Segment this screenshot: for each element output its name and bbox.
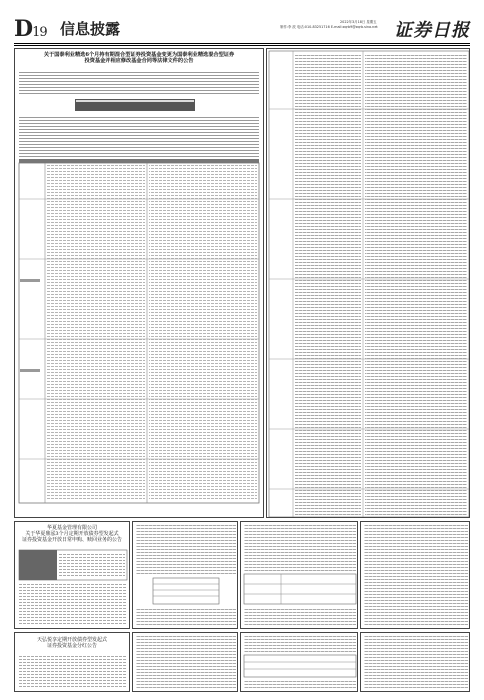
section-title: 信息披露 [60, 20, 121, 38]
notice-bottom-4 [360, 632, 470, 692]
notice-col-2-text [133, 522, 238, 629]
date-line: 2022年3月18日 星期五 [340, 20, 377, 24]
notice-huaxia-table [15, 548, 130, 628]
notice-tianhong-title: 天弘悦享定期开放债券型发起式 证券投资基金分红公告 [36, 637, 107, 649]
notice-col-4 [360, 521, 470, 629]
notice-col-4-text [361, 522, 470, 629]
notice-huaxia-title: 华夏基金管理有限公司 关于华夏鼎泓3个月定期开放债券型发起式 证券投资基金开放日常申购、赎回业务的公告 [21, 525, 122, 543]
notice-col-3 [240, 521, 358, 629]
editor-line: 制作:李 波 电话:010-83251716 E-mail:zqrb9@zqrb.sina.net [280, 25, 378, 29]
masthead-meta [280, 20, 378, 30]
notice-bottom-3 [240, 632, 358, 692]
notice-main [14, 48, 264, 518]
masthead-rule-thin [14, 45, 470, 46]
notice-bottom-2-text [133, 633, 238, 692]
notice-main-text-block [15, 69, 264, 518]
continued-table [267, 49, 470, 518]
masthead-rule [14, 43, 470, 44]
notice-main-body [15, 69, 263, 509]
notice-bottom-4-text [361, 633, 470, 692]
notice-col-3-text [241, 522, 358, 629]
notice-bottom-2 [132, 632, 238, 692]
page-number: D19 [14, 16, 47, 42]
notice-col-2 [132, 521, 238, 629]
notice-tianhong [14, 632, 130, 692]
notice-tianhong-text [15, 653, 130, 692]
notice-main-continued [266, 48, 470, 518]
notice-huaxia [14, 521, 130, 629]
notice-bottom-3-text [241, 633, 358, 692]
newspaper-logo: 证券日报 [394, 20, 470, 41]
notice-main-title: 关于国泰利业精选6个月持有期混合型证券投资基金变更为国泰利业精选混合型证券 投资基金并相应修改基金合同等法律文件的公告 [43, 52, 235, 65]
masthead [14, 16, 470, 42]
